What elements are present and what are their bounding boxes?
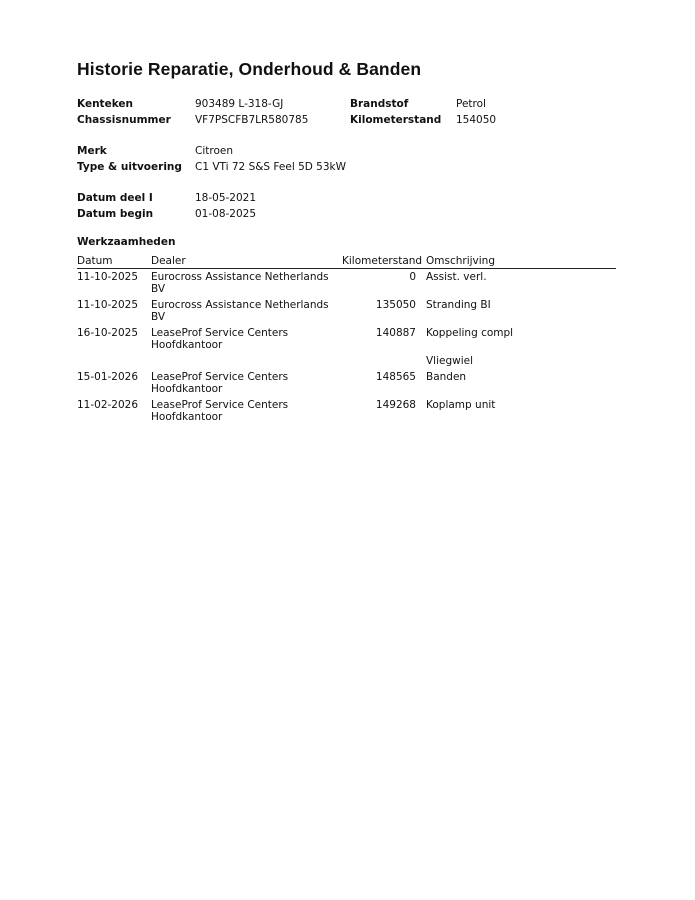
row-1-kilometerstand: 0 (409, 271, 416, 283)
row-3-omschrijving-extra: Vliegwiel (426, 355, 474, 367)
werkzaamheden-heading: Werkzaamheden (77, 236, 176, 248)
datum-deel-value: 18-05-2021 (195, 192, 257, 204)
row-5-dealer-line2: Hoofdkantoor (151, 410, 223, 423)
row-1-dealer-line2: BV (151, 282, 166, 295)
column-header-omschrijving: Omschrijving (426, 255, 495, 267)
kenteken-label: Kenteken (77, 98, 133, 110)
merk-value: Citroen (195, 145, 233, 157)
type-value: C1 VTi 72 S&S Feel 5D 53kW (195, 161, 346, 173)
row-1-dealer-line1: Eurocross Assistance Netherlands (151, 271, 329, 283)
row-3-omschrijving: Koppeling compl (426, 327, 514, 339)
row-2-datum: 11-10-2025 (77, 299, 139, 311)
chassisnummer-value: VF7PSCFB7LR580785 (195, 114, 309, 126)
merk-label: Merk (77, 145, 107, 157)
kilometerstand-label: Kilometerstand (350, 114, 442, 126)
row-2-kilometerstand: 135050 (375, 299, 416, 311)
row-3-datum: 16-10-2025 (77, 327, 139, 339)
row-4-dealer-line1: LeaseProf Service Centers (151, 371, 289, 383)
brandstof-label: Brandstof (350, 98, 409, 110)
row-5-dealer-line1: LeaseProf Service Centers (151, 399, 289, 411)
column-header-kilometerstand: Kilometerstand (342, 255, 423, 267)
row-3-dealer-line2: Hoofdkantoor (151, 338, 223, 351)
datum-begin-label: Datum begin (77, 208, 154, 220)
row-4-dealer-line2: Hoofdkantoor (151, 382, 223, 395)
table-header-divider (77, 268, 616, 269)
datum-begin-value: 01-08-2025 (195, 208, 257, 220)
row-3-dealer (151, 328, 288, 351)
row-2-dealer (151, 300, 329, 323)
column-header-datum: Datum (77, 255, 113, 267)
row-5-omschrijving: Koplamp unit (426, 399, 496, 411)
row-3-kilometerstand: 140887 (375, 327, 416, 339)
kilometerstand-value: 154050 (456, 114, 497, 126)
type-label: Type & uitvoering (77, 161, 182, 173)
row-4-datum: 15-01-2026 (77, 371, 139, 383)
row-1-dealer (151, 272, 329, 295)
row-2-dealer-line2: BV (151, 310, 166, 323)
brandstof-value: Petrol (456, 98, 486, 110)
row-1-omschrijving: Assist. verl. (426, 271, 487, 283)
chassisnummer-label: Chassisnummer (77, 114, 171, 126)
row-3-dealer-line1: LeaseProf Service Centers (151, 327, 289, 339)
row-5-datum: 11-02-2026 (77, 399, 139, 411)
kenteken-value: 903489 L-318-GJ (195, 98, 284, 110)
datum-deel-label: Datum deel I (77, 192, 153, 204)
row-1-datum: 11-10-2025 (77, 271, 139, 283)
row-4-dealer (151, 372, 288, 395)
row-2-dealer-line1: Eurocross Assistance Netherlands (151, 299, 329, 311)
column-header-dealer: Dealer (151, 255, 186, 267)
row-5-dealer (151, 400, 288, 423)
row-4-kilometerstand: 148565 (375, 371, 416, 383)
row-5-kilometerstand: 149268 (375, 399, 416, 411)
page-title: Historie Reparatie, Onderhoud & Banden (77, 59, 422, 79)
row-4-omschrijving: Banden (426, 371, 467, 383)
row-2-omschrijving: Stranding BI (426, 299, 491, 311)
